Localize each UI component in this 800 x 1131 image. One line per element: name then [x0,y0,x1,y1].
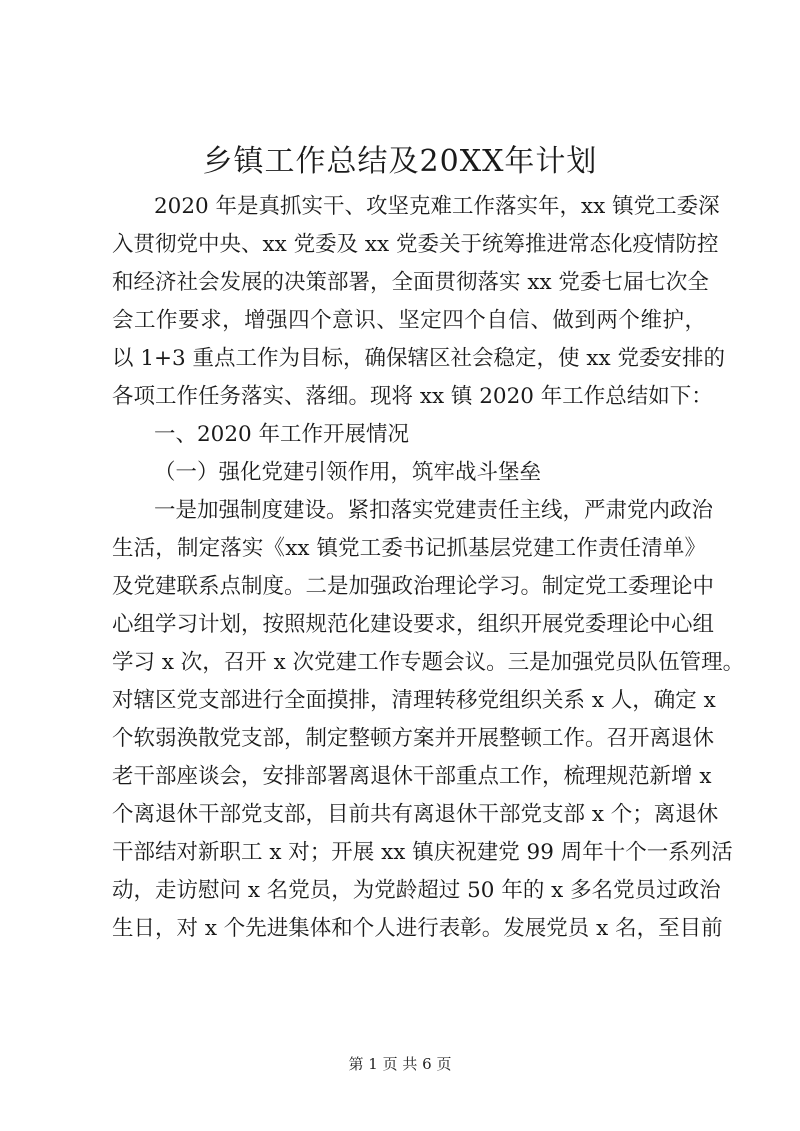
paragraph-1-line-2: 入贯彻党中央、xx 党委及 xx 党委关于统筹推进常态化疫情防控 [112,232,719,257]
paragraph-2-line-8: 老干部座谈会，安排部署离退休干部重点工作，梳理规范新增 x [112,764,712,789]
paragraph-1-line-5: 以 1+3 重点工作为目标，确保辖区社会稳定，使 xx 党委安排的 [112,346,725,371]
subsection-heading: （一）强化党建引领作用，筑牢战斗堡垒 [154,460,542,485]
paragraph-1-line-1: 2020 年是真抓实干、攻坚克难工作落实年，xx 镇党工委深 [154,194,720,219]
paragraph-2-line-5: 学习 x 次，召开 x 次党建工作专题会议。三是加强党员队伍管理。 [112,650,745,675]
paragraph-1-line-3: 和经济社会发展的决策部署，全面贯彻落实 xx 党委七届七次全 [112,270,709,295]
paragraph-2-line-11: 动，走访慰问 x 名党员，为党龄超过 50 年的 x 多名党员过政治 [112,878,721,903]
paragraph-2-line-6: 对辖区党支部进行全面摸排，清理转移党组织关系 x 人，确定 x [112,688,716,713]
paragraph-2-line-9: 个离退休干部党支部，目前共有离退休干部党支部 x 个；离退休 [112,802,719,827]
paragraph-2-line-3: 及党建联系点制度。二是加强政治理论学习。制定党工委理论中 [112,574,715,599]
document-title: 乡镇工作总结及20XX年计划 [202,144,598,179]
paragraph-1-line-4: 会工作要求，增强四个意识、坚定四个自信、做到两个维护， [112,308,706,333]
paragraph-2-line-4: 心组学习计划，按照规范化建设要求，组织开展党委理论中心组 [112,612,715,637]
paragraph-1-line-6: 各项工作任务落实、落细。现将 xx 镇 2020 年工作总结如下： [112,384,713,409]
section-heading: 一、2020 年工作开展情况 [154,422,410,447]
paragraph-2-line-10: 干部结对新职工 x 对；开展 xx 镇庆祝建党 99 周年十个一系列活 [112,840,733,865]
paragraph-2-line-1: 一是加强制度建设。紧扣落实党建责任主线，严肃党内政治 [154,498,714,523]
document-body [112,188,745,948]
paragraph-2-line-2: 生活，制定落实《xx 镇党工委书记抓基层党建工作责任清单》 [112,536,706,561]
paragraph-2-line-7: 个软弱涣散党支部，制定整顿方案并开展整顿工作。召开离退休 [112,726,715,751]
page-number: 第 1 页 共 6 页 [348,1055,452,1073]
paragraph-2-line-12: 生日，对 x 个先进集体和个人进行表彰。发展党员 x 名，至目前 [112,916,723,941]
